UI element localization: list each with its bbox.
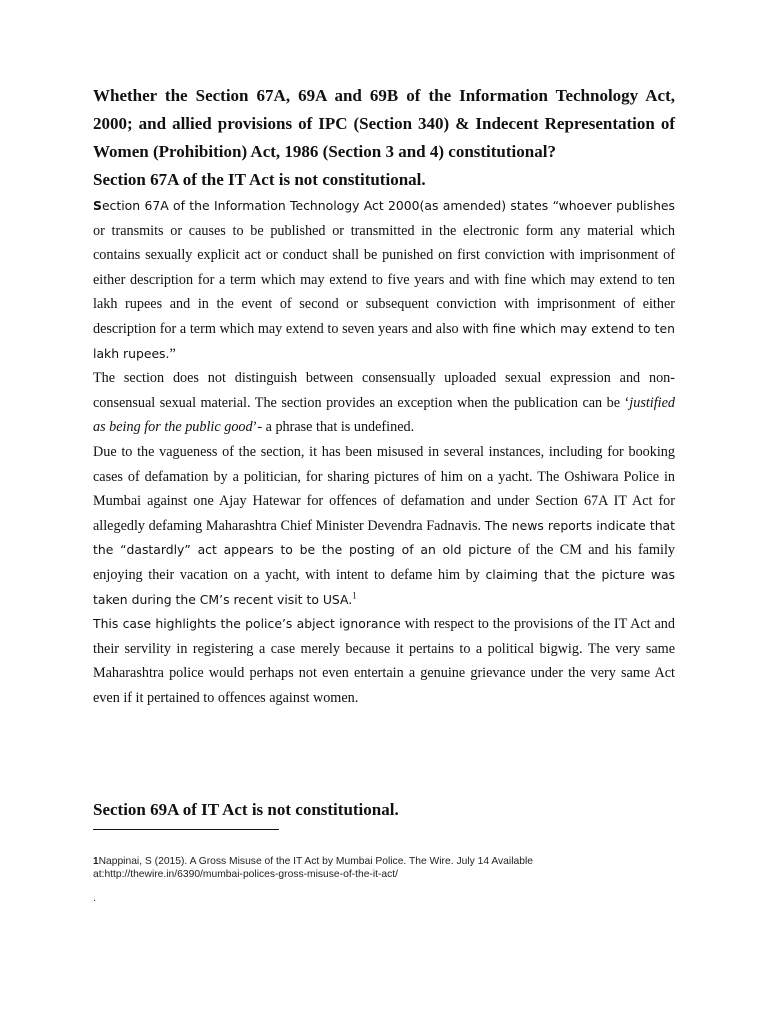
para1-close: ” bbox=[169, 345, 176, 362]
para4-sans: This case highlights the police’s abject ignorance bbox=[93, 616, 401, 632]
para3-sans-a: The news reports indicate that the “dastardly” act appears to be the posting of an old picture bbox=[93, 517, 675, 558]
spacer bbox=[93, 710, 675, 796]
section-69a-heading: Section 69A of IT Act is not constitutional. bbox=[93, 800, 399, 820]
footnote-reference[interactable]: 1 bbox=[352, 589, 357, 600]
question-heading: Whether the Section 67A, 69A and 69B of the Information Technology Act, 2000; and allied provisions of IPC (Section 340) & Indecent Representation of Women (Prohibition) Act, 1986 (Section 3 and 4) constitutional? bbox=[93, 86, 675, 161]
para3-serif-b: of the CM and his family enjoying their vacation on a yacht, with intent to defame him by bbox=[93, 542, 676, 583]
drop-letter: S bbox=[93, 198, 102, 213]
footnote bbox=[93, 855, 653, 881]
section-67a-heading: Section 67A of the IT Act is not constitutional. bbox=[93, 170, 426, 189]
para1-sans-a: ection 67A of the Information Technology Act 2000(as amended) states “whoever publishes bbox=[101, 198, 675, 213]
paragraph-no-distinction bbox=[93, 366, 675, 440]
para3-serif: Due to the vagueness of the section, it has been misused in several instances, including for booking cases of defamation by a politician, for sharing pictures of him on a yacht. The Oshiwara Police in Mumbai against one Ajay Hatewar for offences of defamation and under Section 67A IT Act for allegedly defaming Maharashtra Chief Minister Devendra Fadnavis. bbox=[93, 443, 675, 534]
para2-before: The section does not distinguish between consensually uploaded sexual expression and non-consensual sexual material. The section provides an exception when the publication can be ‘ bbox=[93, 370, 675, 411]
trailing-mark: . bbox=[93, 892, 97, 904]
para3-sans-b: claiming that the picture was taken during the CM’s recent visit to USA. bbox=[93, 566, 676, 607]
para1-serif: or transmits or causes to be published or transmitted in the electronic form any material which contains sexually explicit act or conduct shall be punished on first conviction with imprisonment of either description for a term which may extend to five years and with fine which may extend to ten lakh rupees and in the event of second or subsequent conviction with imprisonment of either description for a term which may extend to seven years and also bbox=[93, 222, 675, 337]
footnote-separator bbox=[93, 829, 279, 830]
paragraph-misuse bbox=[93, 440, 675, 612]
main-content bbox=[93, 82, 675, 824]
footnote-number: 1 bbox=[93, 856, 99, 867]
para1-sans-b: with fine which may extend to ten lakh rupees. bbox=[93, 320, 675, 361]
paragraph-67a-definition bbox=[93, 194, 675, 366]
para2-italic: justified as being for the public good bbox=[93, 394, 675, 436]
footnote-text: Nappinai, S (2015). A Gross Misuse of the IT Act by Mumbai Police. The Wire. July 14 Available at:http://thewire.in/6390/mumbai-polices-gross-misuse-of-the-it-act/ bbox=[93, 856, 533, 880]
para4-serif: with respect to the provisions of the IT Act and their servility in registering a case merely because it pertains to a political bigwig. The very same Maharashtra police would perhaps not even entertain a genuine grievance under the very same Act even if it pertained to offences against women. bbox=[93, 616, 675, 706]
paragraph-ignorance bbox=[93, 612, 675, 710]
para2-after: ’- a phrase that is undefined. bbox=[252, 419, 415, 436]
